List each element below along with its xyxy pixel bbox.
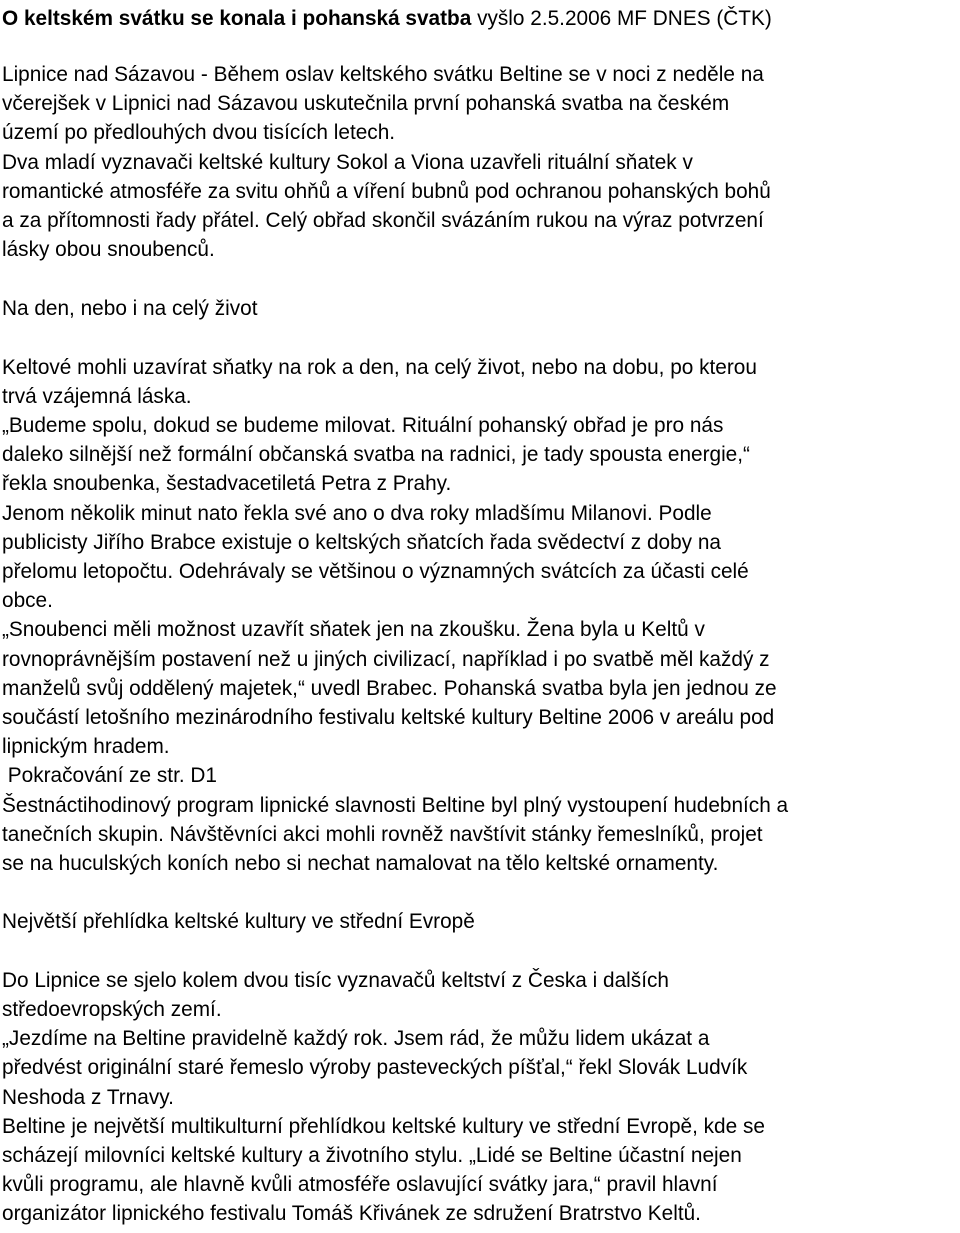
- text-line: Jenom několik minut nato řekla své ano o dva roky mladšímu Milanovi. Podle: [2, 502, 712, 525]
- text-line: území po předlouhých dvou tisících letech.: [2, 121, 396, 144]
- text-line: součástí letošního mezinárodního festivalu keltské kultury Beltine 2006 v areálu pod: [2, 706, 775, 729]
- text-line: daleko silnější než formální občanská svatba na radnici, je tady spousta energie,“: [2, 443, 750, 466]
- text-line: „Jezdíme na Beltine pravidelně každý rok. Jsem rád, že můžu lidem ukázat a: [2, 1027, 710, 1050]
- text-line: lipnickým hradem.: [2, 735, 170, 758]
- section-heading: Největší přehlídka keltské kultury ve střední Evropě: [2, 910, 475, 933]
- text-line: kvůli programu, ale hlavně kvůli atmosféře oslavující svátky jara,“ pravil hlavní: [2, 1173, 718, 1196]
- text-line: publicisty Jiřího Brabce existuje o keltských sňatcích řada svědectví z doby na: [2, 531, 721, 554]
- text-line: romantické atmosféře za svitu ohňů a víření bubnů pod ochranou pohanských bohů: [2, 180, 771, 203]
- text-line: Neshoda z Trnavy.: [2, 1086, 174, 1109]
- text-line: a za přítomnosti řady přátel. Celý obřad skončil svázáním rukou na výraz potvrzení: [2, 209, 764, 232]
- text-line: se na huculských koních nebo si nechat namalovat na tělo keltské ornamenty.: [2, 852, 719, 875]
- text-line: Keltové mohli uzavírat sňatky na rok a den, na celý život, nebo na dobu, po kterou: [2, 356, 757, 379]
- section-heading: Na den, nebo i na celý život: [2, 297, 258, 320]
- text-line: Pokračování ze str. D1: [2, 764, 217, 787]
- text-line: manželů svůj oddělený majetek,“ uvedl Brabec. Pohanská svatba byla jen jednou ze: [2, 677, 777, 700]
- text-line: přelomu letopočtu. Odehrávaly se většinou o významných svátcích za účasti celé: [2, 560, 749, 583]
- text-line: „Snoubenci měli možnost uzavřít sňatek jen na zkoušku. Žena byla u Keltů v: [2, 618, 705, 641]
- text-line: Lipnice nad Sázavou - Během oslav keltského svátku Beltine se v noci z neděle na: [2, 63, 764, 86]
- text-line: Šestnáctihodinový program lipnické slavnosti Beltine byl plný vystoupení hudebních a: [2, 794, 789, 817]
- text-line: tanečních skupin. Návštěvníci akci mohli rovněž navštívit stánky řemeslníků, projet: [2, 823, 763, 846]
- text-line: obce.: [2, 589, 53, 612]
- text-line: lásky obou snoubenců.: [2, 238, 215, 261]
- text-line: předvést originální staré řemeslo výroby pasteveckých píšťal,“ řekl Slovák Ludvík: [2, 1056, 748, 1079]
- text-line: organizátor lipnického festivalu Tomáš Křivánek ze sdružení Bratrstvo Keltů.: [2, 1202, 701, 1225]
- text-line: Dva mladí vyznavači keltské kultury Sokol a Viona uzavřeli rituální sňatek v: [2, 151, 693, 174]
- text-line: řekla snoubenka, šestadvacetiletá Petra z Prahy.: [2, 472, 452, 495]
- text-line: Beltine je největší multikulturní přehlídkou keltské kultury ve střední Evropě, kde se: [2, 1115, 765, 1138]
- text-line: včerejšek v Lipnici nad Sázavou uskutečnila první pohanská svatba na českém: [2, 92, 730, 115]
- text-line: scházejí milovníci keltské kultury a životního stylu. „Lidé se Beltine účastní nejen: [2, 1144, 742, 1167]
- text-line: Do Lipnice se sjelo kolem dvou tisíc vyznavačů keltství z Česka i dalších: [2, 969, 669, 992]
- article-headline: O keltském svátku se konala i pohanská svatba: [2, 7, 472, 30]
- text-line: rovnoprávnějším postavení než u jiných civilizací, například i po svatbě měl každý z: [2, 648, 770, 671]
- text-line: „Budeme spolu, dokud se budeme milovat. Rituální pohanský obřad je pro nás: [2, 414, 724, 437]
- article-header: [2, 4, 772, 33]
- text-line: trvá vzájemná láska.: [2, 385, 192, 408]
- article-dateline: vyšlo 2.5.2006 MF DNES (ČTK): [471, 7, 772, 30]
- text-line: středoevropských zemí.: [2, 998, 222, 1021]
